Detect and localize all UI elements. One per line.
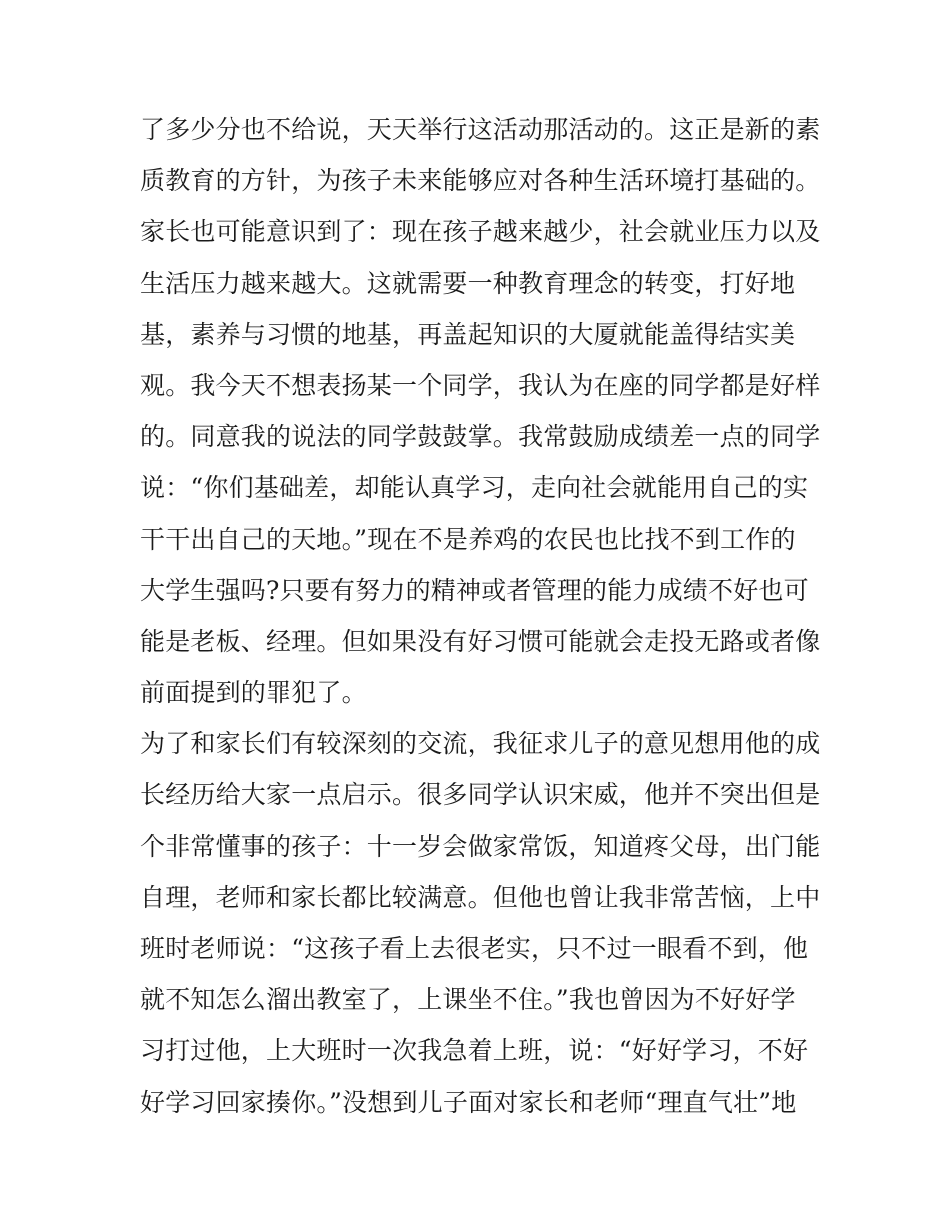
text-line: 基，素养与习惯的地基，再盖起知识的大厦就能盖得结实美 [140, 319, 796, 349]
text-line: 前面提到的罪犯了。 [140, 678, 367, 708]
text-line: 个非常懂事的孩子：十一岁会做家常饭，知道疼父母，出门能 [140, 831, 821, 861]
text-line: 班时老师说：“这孩子看上去很老实，只不过一眼看不到，他 [140, 934, 809, 963]
text-line: 自理，老师和家长都比较满意。但他也曾让我非常苦恼，上中 [140, 882, 821, 912]
text-line: 为了和家长们有较深刻的交流，我征求儿子的意见想用他的成 [140, 729, 821, 759]
text-line: 干干出自己的天地。”现在不是养鸡的农民也比找不到工作的 [140, 524, 796, 554]
body-text [140, 104, 820, 1128]
text-line: 就不知怎么溜出教室了，上课坐不住。”我也曾因为不好好学 [140, 985, 796, 1015]
text-line: 观。我今天不想表扬某一个同学，我认为在座的同学都是好样 [140, 370, 821, 400]
text-line: 习打过他，上大班时一次我急着上班，说：“好好学习，不好 [140, 1036, 809, 1066]
text-line: 质教育的方针，为孩子未来能够应对各种生活环境打基础的。 [140, 166, 821, 196]
text-line: 能是老板、经理。但如果没有好习惯可能就会走投无路或者像 [140, 626, 821, 656]
text-line: 好学习回家揍你。”没想到儿子面对家长和老师“理直气壮”地 [140, 1087, 797, 1117]
text-line: 长经历给大家一点启示。很多同学认识宋威，他并不突出但是 [140, 780, 821, 810]
text-line: 家长也可能意识到了：现在孩子越来越少，社会就业压力以及 [140, 217, 821, 247]
text-line: 生活压力越来越大。这就需要一种教育理念的转变，打好地 [140, 268, 796, 298]
text-line: 说：“你们基础差，却能认真学习，走向社会就能用自己的实 [140, 473, 809, 503]
text-line: 了多少分也不给说，天天举行这活动那活动的。这正是新的素 [140, 115, 821, 144]
text-line: 大学生强吗?只要有努力的精神或者管理的能力成绩不好也可 [140, 575, 809, 605]
text-line: 的。同意我的说法的同学鼓鼓掌。我常鼓励成绩差一点的同学 [140, 422, 821, 452]
